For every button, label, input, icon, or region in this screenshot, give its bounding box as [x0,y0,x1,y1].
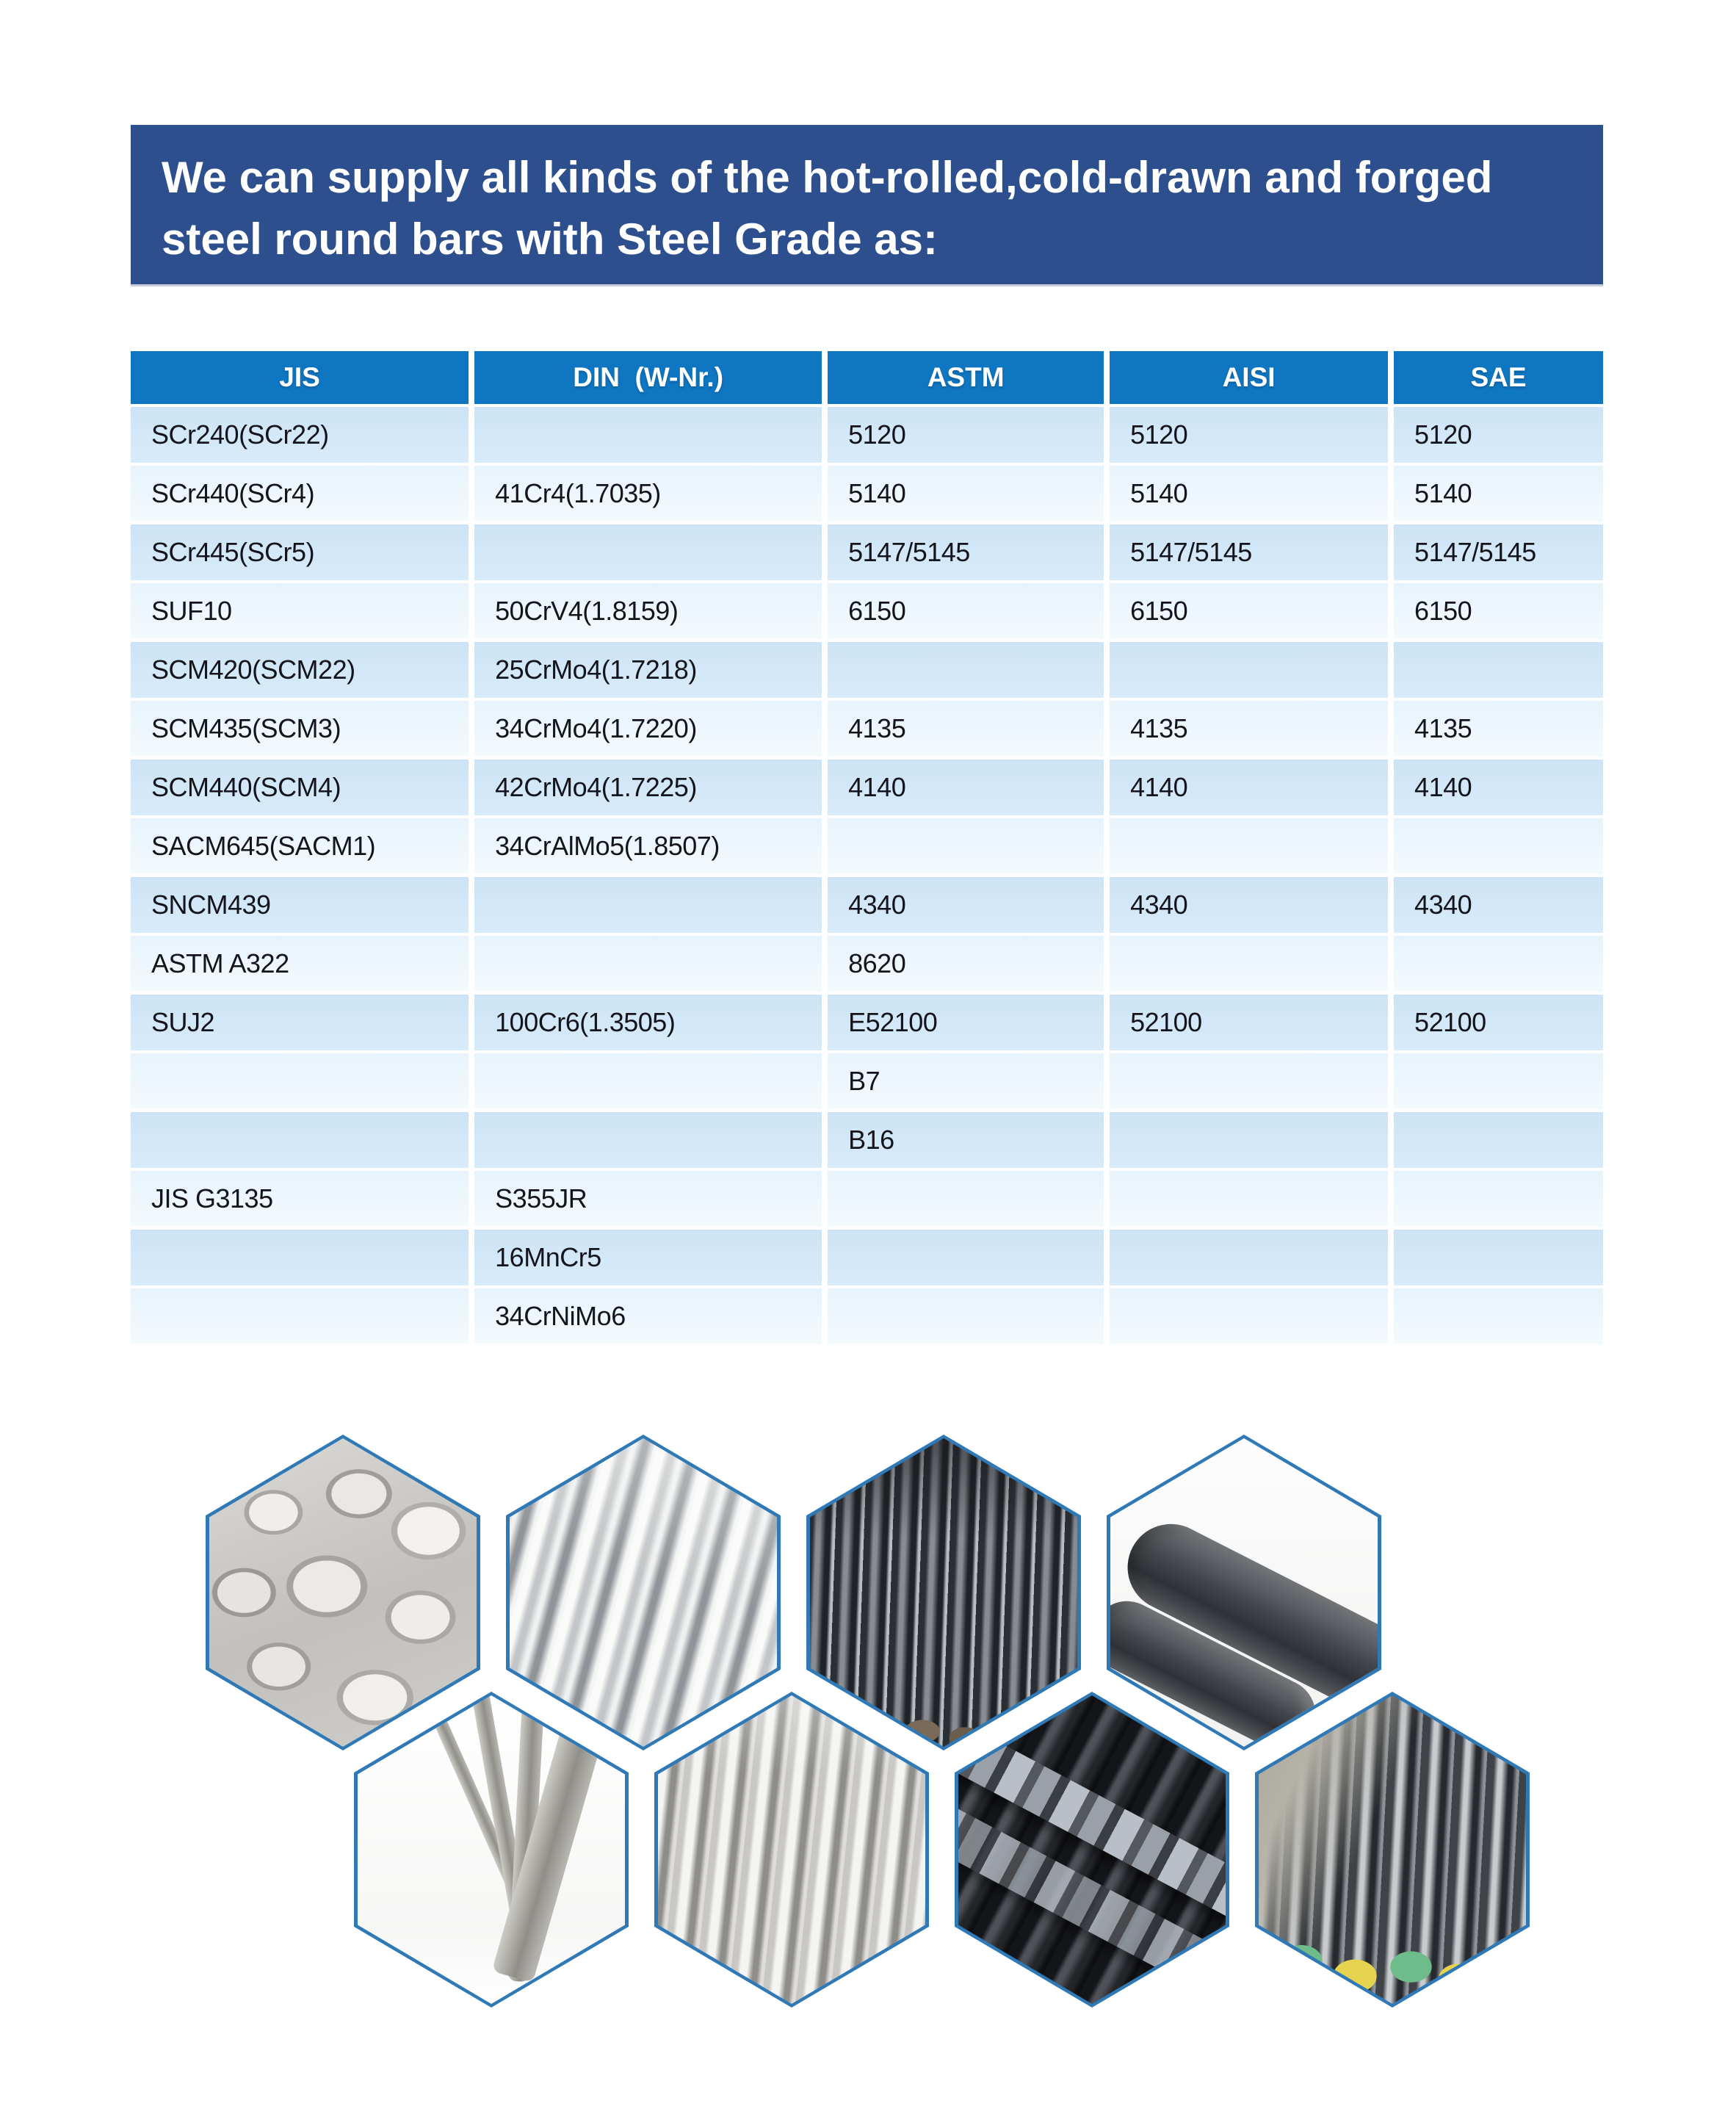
cell-astm: 8620 [828,936,1110,995]
cell-sae [1394,1171,1603,1230]
two-forged-bars-graphic [1110,1438,1378,1747]
product-photo-painted-end-bars [1255,1692,1530,2008]
cell-din: S355JR [474,1171,828,1230]
cell-aisi [1110,936,1394,995]
product-photo-hex-head-bolt-bars [955,1692,1229,2008]
bright-bar-fan-graphic [658,1695,925,2004]
cell-din [474,1112,828,1171]
column-header-sae: SAE [1394,351,1603,407]
cell-aisi: 4140 [1110,760,1394,818]
steel-grade-table [131,351,1603,1344]
table-row [131,642,1603,701]
cell-din [474,524,828,583]
banner-title-line-2: steel round bars with Steel Grade as: [162,214,938,264]
cell-din: 41Cr4(1.7035) [474,466,828,524]
table-row [131,407,1603,466]
cell-astm [828,818,1110,877]
cell-din [474,877,828,936]
cell-astm: 4135 [828,701,1110,760]
cell-sae: 5147/5145 [1394,524,1603,583]
cell-aisi [1110,1230,1394,1288]
column-header-jis: JIS [131,351,474,407]
cell-aisi [1110,818,1394,877]
cell-jis: SACM645(SACM1) [131,818,474,877]
cell-astm: E52100 [828,995,1110,1053]
cell-din: 34CrAlMo5(1.8507) [474,818,828,877]
cell-sae [1394,1288,1603,1344]
cell-astm: 5120 [828,407,1110,466]
cell-jis [131,1053,474,1112]
column-header-aisi: AISI [1110,351,1394,407]
banner-title-line-1: We can supply all kinds of the hot-rolled,cold-drawn and forged [162,153,1493,202]
cell-sae [1394,936,1603,995]
table-row [131,701,1603,760]
dark-steel-bundle-graphic [810,1438,1077,1747]
cell-din [474,1053,828,1112]
cell-sae [1394,642,1603,701]
cell-din: 25CrMo4(1.7218) [474,642,828,701]
cell-astm: B7 [828,1053,1110,1112]
table-header-row [131,351,1603,407]
product-photo-stacked-round-bars [206,1435,480,1750]
table-row [131,1053,1603,1112]
cell-din: 42CrMo4(1.7225) [474,760,828,818]
cell-sae: 4140 [1394,760,1603,818]
title-banner [131,125,1603,284]
cell-astm: 5147/5145 [828,524,1110,583]
cell-aisi: 4340 [1110,877,1394,936]
cell-jis: SCr240(SCr22) [131,407,474,466]
cell-jis [131,1230,474,1288]
column-header-din: DIN (W-Nr.) [474,351,828,407]
cell-aisi: 5120 [1110,407,1394,466]
cell-sae: 5140 [1394,466,1603,524]
cell-aisi [1110,1171,1394,1230]
stacked-round-bars-graphic [209,1438,477,1747]
table-row [131,583,1603,642]
cell-sae: 4340 [1394,877,1603,936]
cell-sae [1394,818,1603,877]
cell-aisi [1110,1288,1394,1344]
steel-grade-table-wrap [131,351,1603,1344]
cell-jis [131,1288,474,1344]
cell-jis: SCM420(SCM22) [131,642,474,701]
cell-astm [828,1288,1110,1344]
table-row [131,995,1603,1053]
product-photo-thin-steel-rods [354,1692,629,2008]
cell-jis: SNCM439 [131,877,474,936]
cell-aisi: 52100 [1110,995,1394,1053]
cell-sae: 4135 [1394,701,1603,760]
cell-astm: 4140 [828,760,1110,818]
cell-astm: 5140 [828,466,1110,524]
table-row [131,1288,1603,1344]
table-row [131,1230,1603,1288]
cell-jis: SCr440(SCr4) [131,466,474,524]
painted-end-bars-graphic [1259,1695,1526,2004]
cell-aisi: 5147/5145 [1110,524,1394,583]
cell-sae: 5120 [1394,407,1603,466]
cell-jis [131,1112,474,1171]
table-row [131,877,1603,936]
cell-astm [828,1230,1110,1288]
cell-jis: ASTM A322 [131,936,474,995]
table-row [131,760,1603,818]
table-row [131,466,1603,524]
cell-aisi: 6150 [1110,583,1394,642]
table-row [131,1171,1603,1230]
cell-din [474,407,828,466]
cell-aisi [1110,1053,1394,1112]
cell-din [474,936,828,995]
cell-aisi: 4135 [1110,701,1394,760]
polished-chrome-bars-graphic [510,1438,777,1747]
column-header-astm: ASTM [828,351,1110,407]
cell-astm: B16 [828,1112,1110,1171]
cell-astm [828,1171,1110,1230]
table-row [131,936,1603,995]
cell-sae [1394,1112,1603,1171]
cell-din: 34CrMo4(1.7220) [474,701,828,760]
product-photo-two-forged-bars [1107,1435,1381,1750]
cell-astm [828,642,1110,701]
product-photo-polished-chrome-bars [506,1435,781,1750]
cell-jis: JIS G3135 [131,1171,474,1230]
cell-aisi: 5140 [1110,466,1394,524]
cell-sae [1394,1230,1603,1288]
hex-head-bolt-bars-graphic [958,1695,1226,2004]
cell-jis: SUF10 [131,583,474,642]
cell-din: 34CrNiMo6 [474,1288,828,1344]
thin-steel-rods-graphic [358,1695,625,2004]
cell-aisi [1110,642,1394,701]
cell-jis: SCM435(SCM3) [131,701,474,760]
cell-astm: 6150 [828,583,1110,642]
cell-jis: SCr445(SCr5) [131,524,474,583]
cell-din: 50CrV4(1.8159) [474,583,828,642]
cell-sae: 6150 [1394,583,1603,642]
cell-jis: SUJ2 [131,995,474,1053]
product-photo-dark-steel-bundle [806,1435,1081,1750]
cell-din: 16MnCr5 [474,1230,828,1288]
table-row [131,818,1603,877]
cell-astm: 4340 [828,877,1110,936]
cell-din: 100Cr6(1.3505) [474,995,828,1053]
table-row [131,1112,1603,1171]
cell-sae [1394,1053,1603,1112]
cell-jis: SCM440(SCM4) [131,760,474,818]
table-row [131,524,1603,583]
product-photo-bright-bar-fan [654,1692,929,2008]
cell-aisi [1110,1112,1394,1171]
cell-sae: 52100 [1394,995,1603,1053]
